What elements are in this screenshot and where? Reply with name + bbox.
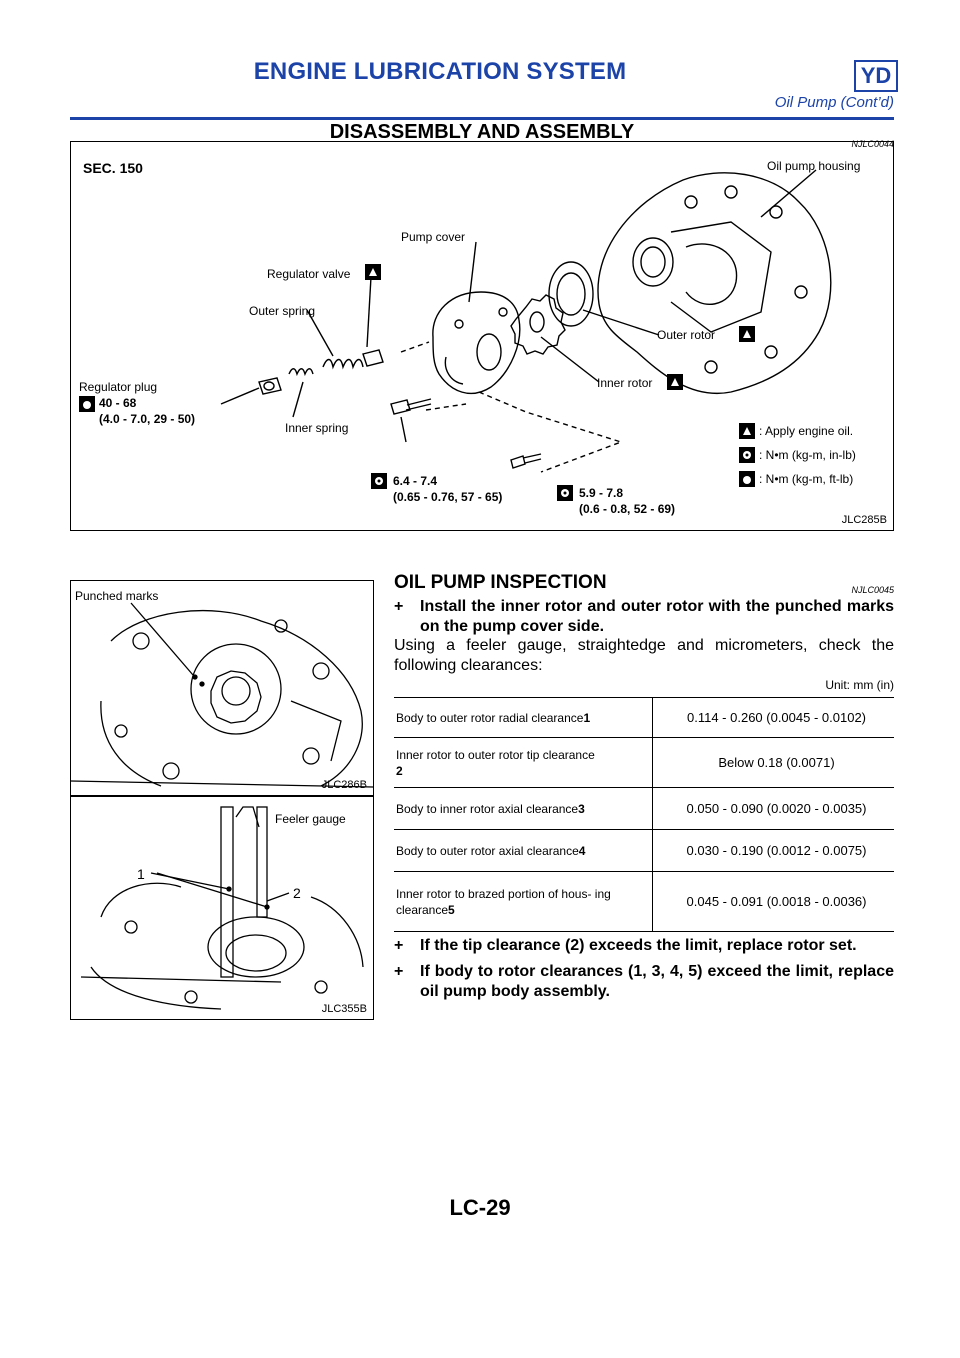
label-outer-rotor: Outer rotor xyxy=(657,328,716,342)
figure-code: JLC355B xyxy=(321,1003,367,1015)
bullet-install-rotors xyxy=(394,597,894,637)
bullet-glyph: + xyxy=(394,598,404,615)
label-punched-marks: Punched marks xyxy=(75,589,159,603)
feeler-gauge-figure xyxy=(70,796,374,1020)
inspection-paragraph: Using a feeler gauge, straightedge and micrometers, check the following clearances: xyxy=(394,637,894,674)
table-cell-value: 0.050 - 0.090 (0.0020 - 0.0035) xyxy=(653,788,895,830)
bullet-text: If the tip clearance (2) exceeds the limit, replace rotor set. xyxy=(420,937,857,954)
torque-wrench-inlb-icon xyxy=(371,473,387,489)
oil-can-icon xyxy=(739,326,755,342)
table-row xyxy=(394,788,894,830)
table-row xyxy=(394,830,894,872)
inspection-heading: OIL PUMP INSPECTION xyxy=(394,572,607,593)
torque-wrench-inlb-icon xyxy=(557,485,573,501)
table-cell-value: 0.114 - 0.260 (0.0045 - 0.0102) xyxy=(653,698,895,738)
clearance-mark-2: 2 xyxy=(293,885,301,901)
figure-code: JLC285B xyxy=(841,514,887,526)
torque-wrench-inlb-icon xyxy=(739,447,755,463)
label-inner-rotor: Inner rotor xyxy=(597,376,653,390)
header-rule xyxy=(70,117,894,120)
engine-code-badge: YD xyxy=(854,60,898,92)
table-row xyxy=(394,738,894,788)
oil-can-icon xyxy=(739,423,755,439)
bullet-text: Install the inner rotor and outer rotor with the punched marks on the pump cover side. xyxy=(420,598,894,635)
bullet-tip-clearance xyxy=(394,936,894,956)
inspection-ref-code: NJLC0045 xyxy=(851,585,894,595)
page-section-title: ENGINE LUBRICATION SYSTEM xyxy=(253,58,627,85)
table-cell-label: Inner rotor to brazed portion of hous- ing clearance5 xyxy=(394,872,653,932)
table-row xyxy=(394,872,894,932)
torque-regulator-plug-imperial: (4.0 - 7.0, 29 - 50) xyxy=(99,412,196,426)
torque-bolt: 6.4 - 7.4 xyxy=(393,474,438,488)
feeler-gauge-drawing xyxy=(71,797,373,1019)
legend-torque-inlb: : N•m (kg-m, in-lb) xyxy=(759,448,856,462)
bullet-glyph: + xyxy=(394,963,404,980)
figure-code: JLC286B xyxy=(321,779,367,791)
table-cell-label: Body to outer rotor radial clearance1 xyxy=(394,698,653,738)
clearance-table xyxy=(394,697,894,932)
torque-bolt-imperial: (0.65 - 0.76, 57 - 65) xyxy=(393,490,503,504)
bullet-text: If body to rotor clearances (1, 3, 4, 5) exceed the limit, replace oil pump body assembly. xyxy=(420,963,894,1000)
punched-marks-figure xyxy=(70,580,374,796)
label-feeler-gauge: Feeler gauge xyxy=(275,812,346,826)
legend-torque-ftlb: : N•m (kg-m, ft-lb) xyxy=(759,472,854,486)
disassembly-heading: DISASSEMBLY AND ASSEMBLY xyxy=(329,121,635,143)
legend-apply-oil: : Apply engine oil. xyxy=(759,424,854,438)
oil-can-icon xyxy=(667,374,683,390)
bullet-body-clearance xyxy=(394,962,894,1002)
torque-regulator-plug: 40 - 68 xyxy=(99,396,137,410)
torque-screw: 5.9 - 7.8 xyxy=(579,486,624,500)
table-cell-value: 0.045 - 0.091 (0.0018 - 0.0036) xyxy=(653,872,895,932)
clearance-mark-1: 1 xyxy=(137,866,145,882)
punched-marks-drawing xyxy=(71,581,373,795)
table-cell-label: Body to inner rotor axial clearance3 xyxy=(394,788,653,830)
table-row xyxy=(394,698,894,738)
page-subtitle: Oil Pump (Cont’d) xyxy=(774,94,894,111)
torque-wrench-ftlb-icon xyxy=(739,471,755,487)
oil-can-icon xyxy=(365,264,381,280)
label-pump-cover: Pump cover xyxy=(401,230,466,244)
label-outer-spring: Outer spring xyxy=(249,304,316,318)
table-cell-value: Below 0.18 (0.0071) xyxy=(653,738,895,788)
table-cell-label: Inner rotor to outer rotor tip clearance 2 xyxy=(394,738,653,788)
label-regulator-plug: Regulator plug xyxy=(79,380,158,394)
torque-wrench-ftlb-icon xyxy=(79,396,95,412)
page-number: LC-29 xyxy=(449,1195,511,1220)
label-inner-spring: Inner spring xyxy=(285,421,349,435)
table-cell-label: Body to outer rotor axial clearance4 xyxy=(394,830,653,872)
torque-screw-imperial: (0.6 - 0.8, 52 - 69) xyxy=(579,502,676,516)
label-oil-pump-housing: Oil pump housing xyxy=(767,159,861,173)
table-cell-value: 0.030 - 0.190 (0.0012 - 0.0075) xyxy=(653,830,895,872)
label-regulator-valve: Regulator valve xyxy=(267,267,351,281)
disassembly-ref-code: NJLC0044 xyxy=(851,139,894,149)
section-number: SEC. 150 xyxy=(83,160,143,176)
table-unit: Unit: mm (in) xyxy=(825,678,894,692)
exploded-view-figure xyxy=(70,141,894,531)
bullet-glyph: + xyxy=(394,937,404,954)
